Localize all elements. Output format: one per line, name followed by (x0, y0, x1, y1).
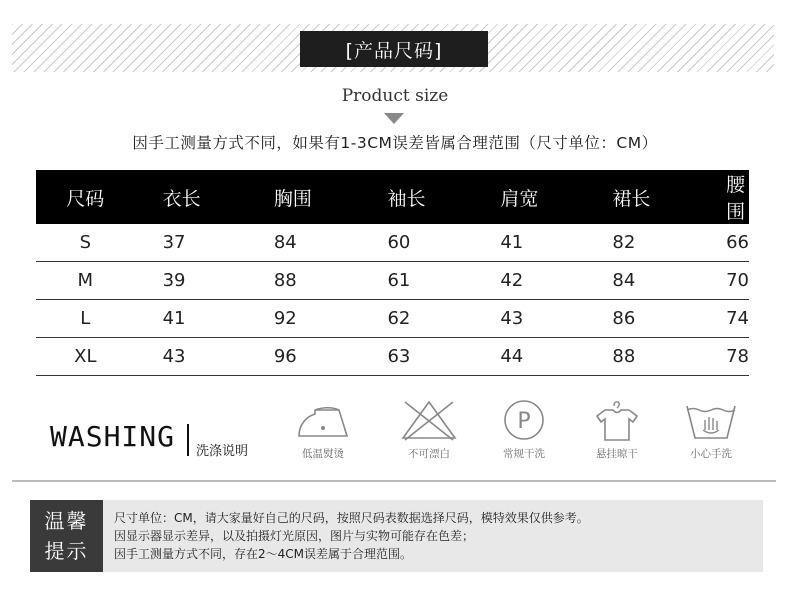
cell-waist: 66 (698, 224, 749, 262)
product-size-subtitle: Product size (341, 86, 449, 106)
section-divider (12, 480, 776, 482)
tip-line: 尺寸单位：CM，请大家量好自己的尺码，按照尺码表数据选择尺码，模特效果仅供参考。 (114, 511, 589, 525)
hang-dry-icon (587, 398, 647, 442)
cell-sleeve: 61 (359, 262, 472, 300)
cell-shoulder: 42 (472, 262, 584, 300)
cell-chest: 88 (246, 262, 360, 300)
header-size: 尺码 (36, 170, 135, 224)
care-item-hand-wash (674, 398, 748, 461)
cell-size: M (36, 262, 135, 300)
cell-size: S (36, 224, 135, 262)
hand-wash-icon (681, 398, 741, 442)
iron-icon (293, 398, 353, 442)
washing-subtitle: 洗涤说明 (196, 444, 249, 459)
size-table (36, 170, 749, 376)
cell-length: 37 (135, 224, 246, 262)
washing-title: WASHING (50, 420, 176, 453)
tip-line: 因手工测量方式不同，存在2～4CM误差属于合理范围。 (114, 547, 413, 561)
washing-divider (187, 424, 189, 456)
tips-title-line2: 提示 (44, 539, 89, 563)
tips-title-line1: 温馨 (44, 509, 89, 533)
cell-size: L (36, 300, 135, 338)
tips-title (30, 500, 103, 572)
section-title (300, 31, 488, 67)
care-label: 小心手洗 (690, 448, 732, 460)
table-row (36, 338, 749, 376)
cell-length: 43 (135, 338, 246, 376)
header-chest: 胸围 (246, 170, 360, 224)
cell-sleeve: 62 (359, 300, 472, 338)
table-header-row (36, 170, 749, 224)
header-sleeve: 袖长 (359, 170, 472, 224)
table-row (36, 300, 749, 338)
dry-clean-icon (494, 398, 554, 442)
down-triangle-icon (384, 113, 404, 124)
cell-shoulder: 44 (472, 338, 584, 376)
care-item-dry-clean (487, 398, 561, 461)
cell-waist: 74 (698, 300, 749, 338)
cell-shoulder: 41 (472, 224, 584, 262)
cell-chest: 84 (246, 224, 360, 262)
care-label: 低温熨烫 (302, 448, 344, 460)
cell-skirt-length: 82 (584, 224, 698, 262)
care-label: 悬挂晾干 (596, 448, 638, 460)
cell-chest: 92 (246, 300, 360, 338)
care-item-hang-dry (580, 398, 654, 461)
cell-size: XL (36, 338, 135, 376)
cell-shoulder: 43 (472, 300, 584, 338)
cell-length: 39 (135, 262, 246, 300)
header-waist: 腰围 (698, 170, 749, 224)
table-row (36, 262, 749, 300)
measurement-note: 因手工测量方式不同，如果有1-3CM误差皆属合理范围（尺寸单位：CM） (132, 134, 658, 152)
header-shoulder: 肩宽 (472, 170, 584, 224)
cell-skirt-length: 88 (584, 338, 698, 376)
cell-sleeve: 60 (359, 224, 472, 262)
tip-line: 因显示器显示差异，以及拍摄灯光原因，图片与实物可能存在色差； (114, 529, 475, 543)
cell-skirt-length: 86 (584, 300, 698, 338)
care-label: 常规干洗 (503, 448, 545, 460)
care-item-no-bleach (392, 398, 466, 461)
cell-length: 41 (135, 300, 246, 338)
header-length: 衣长 (135, 170, 246, 224)
care-label: 不可漂白 (408, 448, 450, 460)
cell-waist: 70 (698, 262, 749, 300)
cell-chest: 96 (246, 338, 360, 376)
cell-skirt-length: 84 (584, 262, 698, 300)
cell-waist: 78 (698, 338, 749, 376)
header-skirt-length: 裙长 (584, 170, 698, 224)
no-bleach-icon (399, 398, 459, 442)
svg-text:P: P (517, 409, 531, 434)
tips-text (114, 509, 589, 563)
section-title-text: [产品尺码] (345, 39, 443, 62)
table-row (36, 224, 749, 262)
cell-sleeve: 63 (359, 338, 472, 376)
care-item-iron (286, 398, 360, 461)
